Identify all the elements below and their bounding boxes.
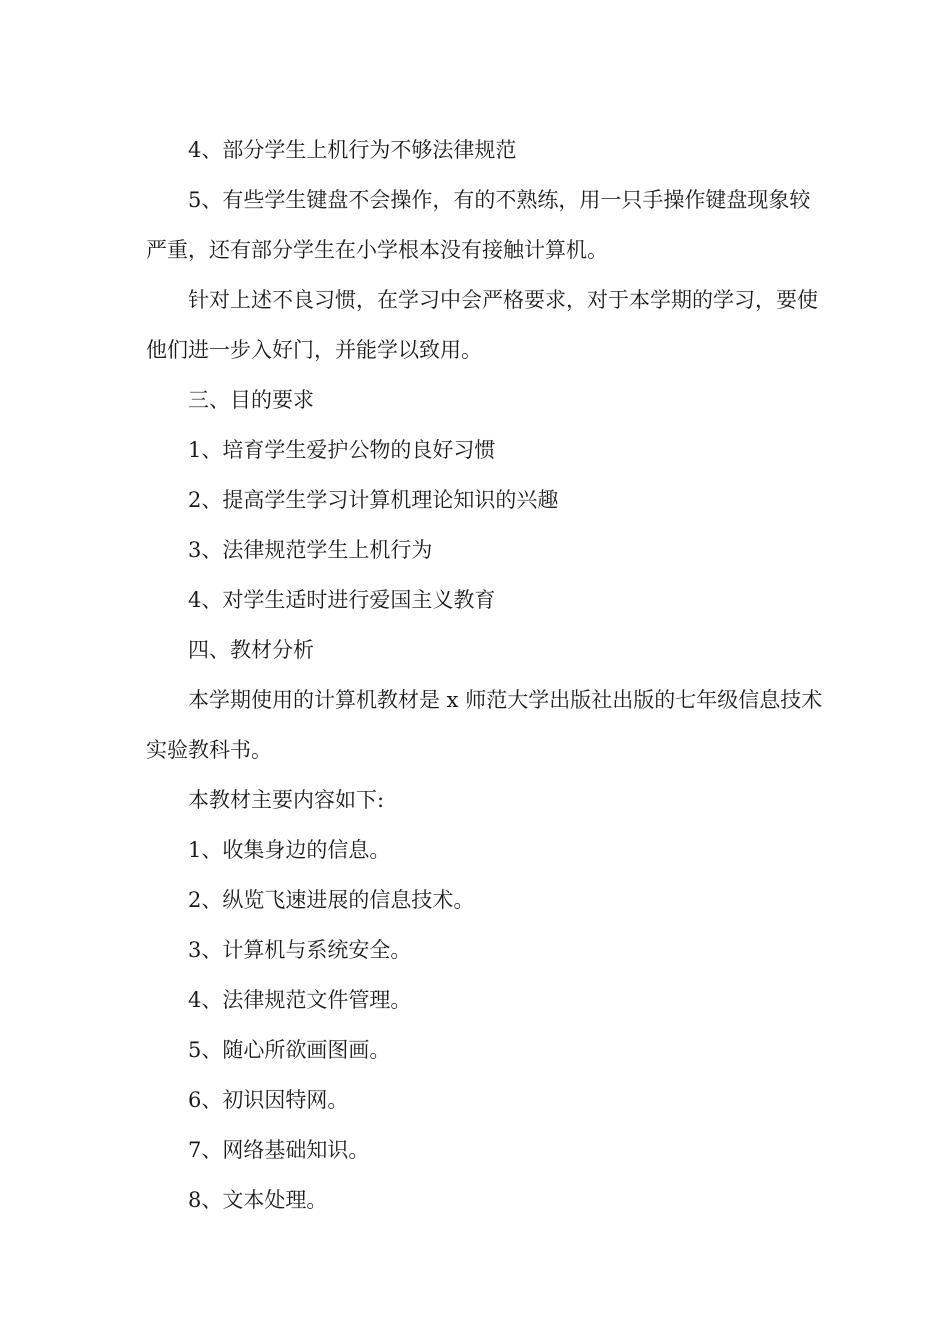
content-item-8: 8、文本处理。 xyxy=(188,1188,328,1212)
paragraph-textbook: 本学期使用的计算机教材是 x 师范大学出版社出版的七年级信息技术实验教科书。 xyxy=(146,688,823,762)
content-item-1: 1、收集身边的信息。 xyxy=(188,838,391,862)
content-item-5: 5、随心所欲画图画。 xyxy=(188,1038,391,1062)
goal-item-1: 1、培育学生爱护公物的良好习惯 xyxy=(188,438,496,462)
paragraph-habits: 针对上述不良习惯，在学习中会严格要求，对于本学期的学习，要使他们进一步入好门，并能学以致用。 xyxy=(146,288,818,362)
section-heading-goals: 三、目的要求 xyxy=(188,388,314,412)
section-heading-textbook: 四、教材分析 xyxy=(188,638,314,662)
content-item-3: 3、计算机与系统安全。 xyxy=(188,938,412,962)
list-item-5-keyboard: 5、有些学生键盘不会操作，有的不熟练，用一只手操作键盘现象较严重，还有部分学生在小学根本没有接触计算机。 xyxy=(146,188,811,262)
goal-item-4: 4、对学生适时进行爱国主义教育 xyxy=(188,588,496,612)
content-item-2: 2、纵览飞速进展的信息技术。 xyxy=(188,888,475,912)
content-item-6: 6、初识因特网。 xyxy=(188,1088,349,1112)
goal-item-3: 3、法律规范学生上机行为 xyxy=(188,538,433,562)
document-body xyxy=(146,125,826,1225)
paragraph-contents-intro: 本教材主要内容如下: xyxy=(188,788,385,812)
list-item-4-behavior: 4、部分学生上机行为不够法律规范 xyxy=(188,138,517,162)
content-item-4: 4、法律规范文件管理。 xyxy=(188,988,412,1012)
content-item-7: 7、网络基础知识。 xyxy=(188,1138,370,1162)
goal-item-2: 2、提高学生学习计算机理论知识的兴趣 xyxy=(188,488,559,512)
